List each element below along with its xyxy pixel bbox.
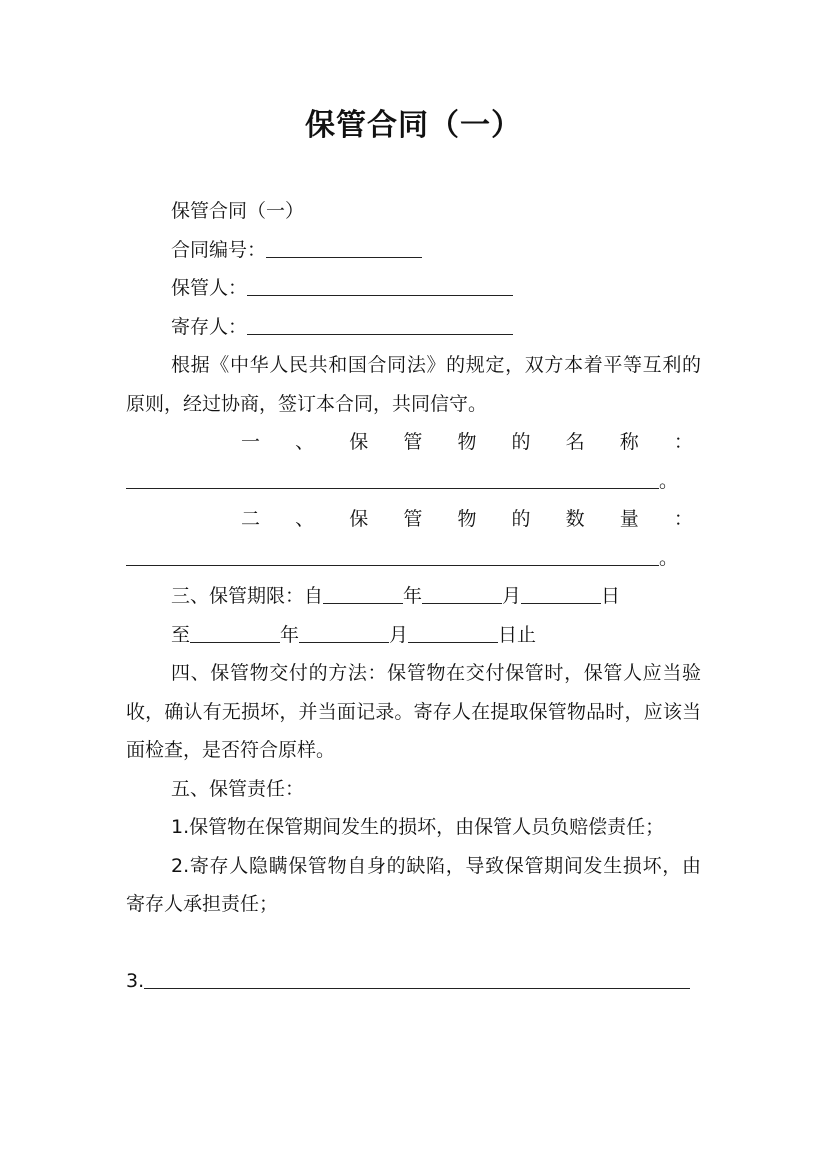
end-month-blank[interactable] <box>299 621 389 643</box>
start-day-blank[interactable] <box>521 582 601 604</box>
contract-number-line <box>126 231 701 270</box>
responsibility-1: 1.保管物在保管期间发生的损坏，由保管人员负赔偿责任； <box>171 816 665 838</box>
start-month-blank[interactable] <box>422 582 502 604</box>
item4-paragraph: 四、保管物交付的方法：保管物在交付保管时，保管人应当验收，确认有无损坏，并当面记录。寄存人在提取保管物品时，应该当面检查，是否符合原样。 <box>126 662 701 761</box>
custodian-blank[interactable] <box>247 274 513 296</box>
intro-paragraph: 根据《中华人民共和国合同法》的规定，双方本着平等互利的原则，经过协商，签订本合同，共同信守。 <box>126 354 701 415</box>
depositor-label: 寄存人： <box>171 315 248 338</box>
page-title: 保管合同（一） <box>305 108 522 143</box>
item1-name-blank[interactable] <box>126 467 659 489</box>
contract-number-blank[interactable] <box>266 236 422 258</box>
item1-heading: 一 、 保 管 物 的 名 称 ： <box>241 431 693 453</box>
contract-number-label: 合同编号： <box>171 238 267 261</box>
contract-body <box>126 192 701 1000</box>
depositor-line <box>126 308 701 347</box>
custodian-line <box>126 269 701 308</box>
end-day-blank[interactable] <box>408 621 498 643</box>
end-year-blank[interactable] <box>190 621 280 643</box>
item2-heading: 二 、 保 管 物 的 数 量 ： <box>241 508 693 530</box>
item2-quantity-blank[interactable] <box>126 544 659 566</box>
depositor-blank[interactable] <box>247 313 513 335</box>
responsibility-3-blank[interactable] <box>144 967 690 989</box>
period-start-line: 三、保管期限：自 年 月 日 <box>126 577 701 616</box>
item2-blank-line: 。 <box>126 539 701 578</box>
start-year-blank[interactable] <box>323 582 403 604</box>
custodian-label: 保管人： <box>171 277 248 299</box>
responsibility-2: 2.寄存人隐瞒保管物自身的缺陷，导致保管期间发生损坏，由寄存人承担责任； <box>126 854 701 915</box>
period-end-line: 至 年 月 日止 <box>126 616 701 655</box>
responsibility-3-prefix: 3. <box>126 969 145 992</box>
item1-blank-line: 。 <box>126 462 701 501</box>
responsibility-3-line <box>126 962 701 1001</box>
contract-subtitle: 保管合同（一） <box>171 200 305 222</box>
spacer <box>126 924 701 962</box>
item5-heading: 五、保管责任： <box>171 777 305 800</box>
